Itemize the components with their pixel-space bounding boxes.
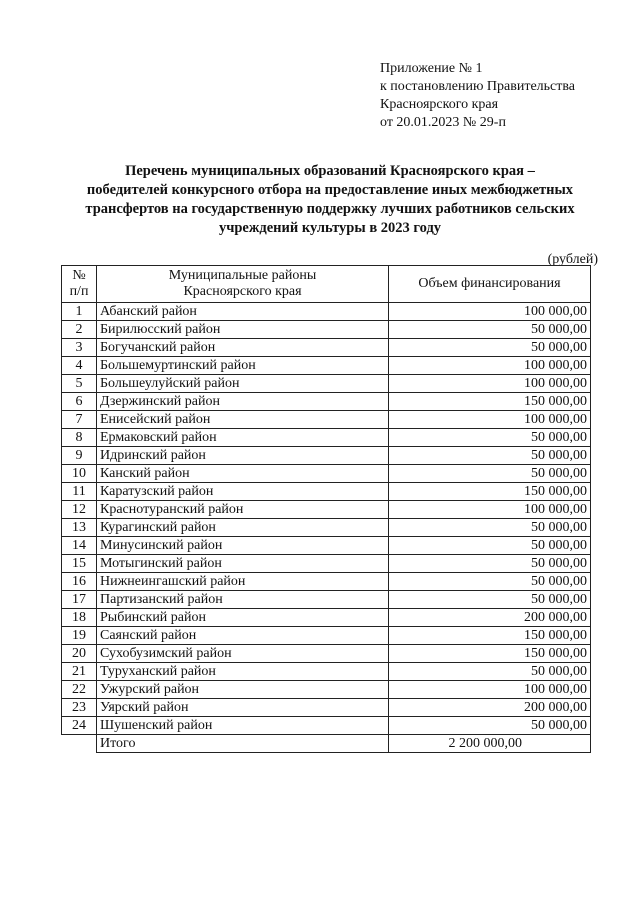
district-name: Каратузский район bbox=[97, 483, 389, 501]
table-row bbox=[62, 321, 591, 339]
row-number: 21 bbox=[62, 663, 97, 681]
appendix-line: к постановлению Правительства bbox=[380, 79, 576, 94]
table-row bbox=[62, 411, 591, 429]
total-number-cell bbox=[62, 735, 97, 753]
appendix-line: Красноярского края bbox=[380, 97, 499, 112]
header-district-line1: Муниципальные районы bbox=[168, 268, 317, 283]
row-number: 18 bbox=[62, 609, 97, 627]
funding-amount: 50 000,00 bbox=[389, 591, 591, 609]
row-number: 17 bbox=[62, 591, 97, 609]
title-line: победителей конкурсного отбора на предоставление иных межбюджетных bbox=[86, 182, 574, 198]
row-number: 6 bbox=[62, 393, 97, 411]
appendix-line: Приложение № 1 bbox=[380, 61, 483, 76]
header-amount-label: Объем финансирования bbox=[418, 276, 561, 291]
funding-amount: 150 000,00 bbox=[389, 645, 591, 663]
row-number: 12 bbox=[62, 501, 97, 519]
header-district bbox=[97, 266, 389, 303]
document-title bbox=[40, 162, 620, 238]
row-number: 5 bbox=[62, 375, 97, 393]
district-name: Уярский район bbox=[97, 699, 389, 717]
table-row bbox=[62, 447, 591, 465]
header-amount bbox=[389, 266, 591, 303]
row-number: 23 bbox=[62, 699, 97, 717]
funding-amount: 50 000,00 bbox=[389, 555, 591, 573]
district-name: Ужурский район bbox=[97, 681, 389, 699]
row-number: 24 bbox=[62, 717, 97, 735]
district-name: Мотыгинский район bbox=[97, 555, 389, 573]
funding-amount: 50 000,00 bbox=[389, 717, 591, 735]
row-number: 16 bbox=[62, 573, 97, 591]
table-row bbox=[62, 429, 591, 447]
district-name: Абанский район bbox=[97, 303, 389, 321]
district-name: Краснотуранский район bbox=[97, 501, 389, 519]
district-name: Партизанский район bbox=[97, 591, 389, 609]
total-row bbox=[62, 735, 591, 753]
district-name: Бирилюсский район bbox=[97, 321, 389, 339]
district-name: Сухобузимский район bbox=[97, 645, 389, 663]
row-number: 13 bbox=[62, 519, 97, 537]
title-line: трансфертов на государственную поддержку лучших работников сельских bbox=[85, 201, 575, 217]
table-row bbox=[62, 717, 591, 735]
funding-amount: 150 000,00 bbox=[389, 483, 591, 501]
district-name: Большеулуйский район bbox=[97, 375, 389, 393]
district-name: Богучанский район bbox=[97, 339, 389, 357]
funding-amount: 50 000,00 bbox=[389, 339, 591, 357]
row-number: 22 bbox=[62, 681, 97, 699]
funding-amount: 100 000,00 bbox=[389, 375, 591, 393]
funding-amount: 100 000,00 bbox=[389, 303, 591, 321]
funding-amount: 50 000,00 bbox=[389, 537, 591, 555]
table-row bbox=[62, 627, 591, 645]
funding-amount: 150 000,00 bbox=[389, 393, 591, 411]
funding-amount: 100 000,00 bbox=[389, 411, 591, 429]
table-row bbox=[62, 663, 591, 681]
row-number: 2 bbox=[62, 321, 97, 339]
district-name: Большемуртинский район bbox=[97, 357, 389, 375]
table-row bbox=[62, 645, 591, 663]
header-number-line1: № bbox=[72, 268, 86, 283]
table-row bbox=[62, 393, 591, 411]
table-row bbox=[62, 483, 591, 501]
table-row bbox=[62, 699, 591, 717]
row-number: 4 bbox=[62, 357, 97, 375]
header-number-line2: п/п bbox=[69, 284, 89, 299]
table-row bbox=[62, 555, 591, 573]
funding-amount: 50 000,00 bbox=[389, 447, 591, 465]
table-row bbox=[62, 357, 591, 375]
table-row bbox=[62, 339, 591, 357]
table-row bbox=[62, 591, 591, 609]
funding-amount: 200 000,00 bbox=[389, 609, 591, 627]
district-name: Дзержинский район bbox=[97, 393, 389, 411]
table-row bbox=[62, 519, 591, 537]
row-number: 11 bbox=[62, 483, 97, 501]
district-name: Туруханский район bbox=[97, 663, 389, 681]
row-number: 8 bbox=[62, 429, 97, 447]
row-number: 15 bbox=[62, 555, 97, 573]
funding-amount: 50 000,00 bbox=[389, 321, 591, 339]
title-line: Перечень муниципальных образований Красноярского края – bbox=[125, 163, 535, 179]
district-name: Рыбинский район bbox=[97, 609, 389, 627]
district-name: Курагинский район bbox=[97, 519, 389, 537]
row-number: 7 bbox=[62, 411, 97, 429]
table-row bbox=[62, 303, 591, 321]
row-number: 1 bbox=[62, 303, 97, 321]
header-number bbox=[62, 266, 97, 303]
district-name: Нижнеингашский район bbox=[97, 573, 389, 591]
funding-amount: 100 000,00 bbox=[389, 501, 591, 519]
funding-amount: 100 000,00 bbox=[389, 681, 591, 699]
appendix-line: от 20.01.2023 № 29-п bbox=[380, 115, 506, 130]
funding-table bbox=[61, 265, 591, 753]
table-row bbox=[62, 537, 591, 555]
funding-amount: 100 000,00 bbox=[389, 357, 591, 375]
row-number: 10 bbox=[62, 465, 97, 483]
total-amount: 2 200 000,00 bbox=[389, 735, 591, 753]
district-name: Минусинский район bbox=[97, 537, 389, 555]
district-name: Шушенский район bbox=[97, 717, 389, 735]
table-row bbox=[62, 681, 591, 699]
appendix-block bbox=[380, 60, 575, 132]
district-name: Идринский район bbox=[97, 447, 389, 465]
row-number: 19 bbox=[62, 627, 97, 645]
funding-amount: 50 000,00 bbox=[389, 573, 591, 591]
row-number: 14 bbox=[62, 537, 97, 555]
funding-amount: 150 000,00 bbox=[389, 627, 591, 645]
district-name: Енисейский район bbox=[97, 411, 389, 429]
header-district-line2: Красноярского края bbox=[183, 284, 302, 299]
table-row bbox=[62, 573, 591, 591]
district-name: Саянский район bbox=[97, 627, 389, 645]
funding-amount: 50 000,00 bbox=[389, 519, 591, 537]
table-row bbox=[62, 375, 591, 393]
funding-amount: 200 000,00 bbox=[389, 699, 591, 717]
district-name: Канский район bbox=[97, 465, 389, 483]
table-header-row bbox=[62, 266, 591, 303]
funding-amount: 50 000,00 bbox=[389, 465, 591, 483]
row-number: 9 bbox=[62, 447, 97, 465]
table-row bbox=[62, 609, 591, 627]
table-row bbox=[62, 465, 591, 483]
title-line: учреждений культуры в 2023 году bbox=[218, 220, 442, 236]
row-number: 3 bbox=[62, 339, 97, 357]
table-row bbox=[62, 501, 591, 519]
funding-amount: 50 000,00 bbox=[389, 429, 591, 447]
total-label: Итого bbox=[97, 735, 389, 753]
district-name: Ермаковский район bbox=[97, 429, 389, 447]
funding-amount: 50 000,00 bbox=[389, 663, 591, 681]
row-number: 20 bbox=[62, 645, 97, 663]
currency-unit: (рублей) bbox=[547, 252, 598, 267]
